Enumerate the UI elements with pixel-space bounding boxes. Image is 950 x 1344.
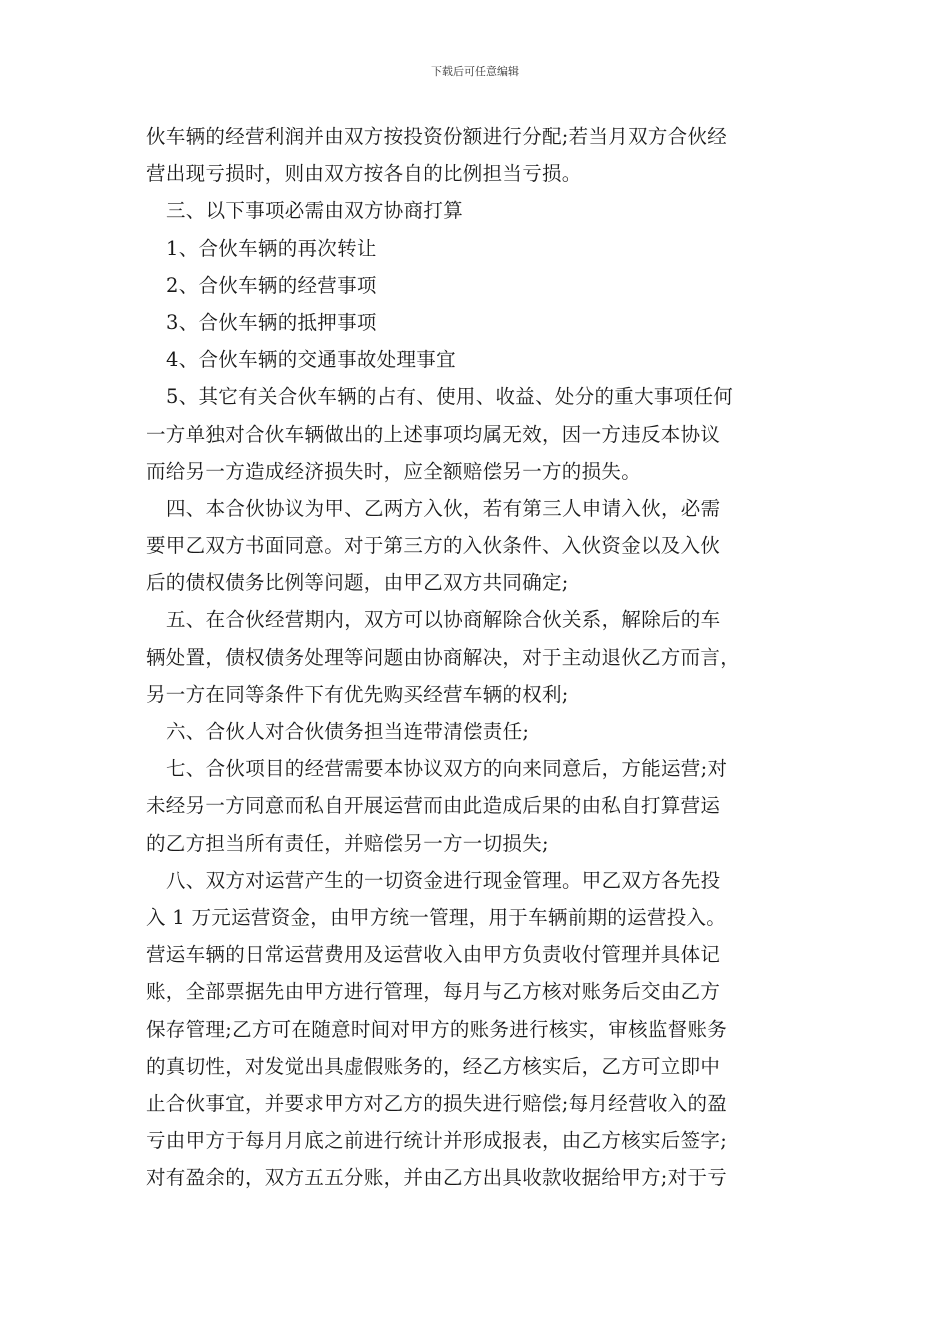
paragraph-line: 辆处置，债权债务处理等问题由协商解决，对于主动退伙乙方而言， [146, 645, 741, 669]
paragraph-line: 的乙方担当所有责任，并赔偿另一方一切损失; [146, 831, 549, 855]
paragraph-line: 2、合伙车辆的经营事项 [166, 273, 377, 297]
paragraph-line: 四、本合伙协议为甲、乙两方入伙，若有第三人申请入伙，必需 [166, 496, 721, 520]
paragraph-line: 营运车辆的日常运营费用及运营收入由甲方负责收付管理并具体记 [146, 943, 721, 967]
paragraph-line: 要甲乙双方书面同意。对于第三方的入伙条件、入伙资金以及入伙 [146, 534, 721, 558]
document-body [146, 118, 806, 1196]
paragraph-line: 1、合伙车辆的再次转让 [166, 236, 377, 260]
paragraph-line: 另一方在同等条件下有优先购买经营车辆的权利; [146, 682, 569, 706]
paragraph-line: 的真切性，对发觉出具虚假账务的，经乙方核实后，乙方可立即中 [146, 1054, 721, 1078]
paragraph-line: 账，全部票据先由甲方进行管理，每月与乙方核对账务后交由乙方 [146, 980, 721, 1004]
paragraph-line: 对有盈余的，双方五五分账，并由乙方出具收款收据给甲方;对于亏 [146, 1166, 728, 1190]
paragraph-line: 亏由甲方于每月月底之前进行统计并形成报表，由乙方核实后签字; [146, 1129, 728, 1153]
paragraph-line: 4、合伙车辆的交通事故处理事宜 [166, 348, 456, 372]
paragraph-line: 3、合伙车辆的抵押事项 [166, 310, 377, 334]
paragraph-line: 五、在合伙经营期内，双方可以协商解除合伙关系，解除后的车 [166, 608, 721, 632]
paragraph-line: 一方单独对合伙车辆做出的上述事项均属无效，因一方违反本协议 [146, 422, 721, 446]
page-header-note: 下载后可任意编辑 [431, 65, 519, 78]
paragraph-line: 后的债权债务比例等问题，由甲乙双方共同确定; [146, 571, 569, 595]
paragraph-line: 而给另一方造成经济损失时，应全额赔偿另一方的损失。 [146, 459, 642, 483]
paragraph-line: 止合伙事宜，并要求甲方对乙方的损失进行赔偿;每月经营收入的盈 [146, 1091, 728, 1115]
paragraph-line: 伙车辆的经营利润并由双方按投资份额进行分配;若当月双方合伙经 [146, 125, 728, 148]
paragraph-line: 5、其它有关合伙车辆的占有、使用、收益、处分的重大事项任何 [166, 385, 734, 409]
paragraph-line: 七、合伙项目的经营需要本协议双方的向来同意后，方能运营;对 [166, 757, 728, 781]
paragraph-line: 三、以下事项必需由双方协商打算 [166, 199, 464, 223]
paragraph-line: 入 1 万元运营资金，由甲方统一管理，用于车辆前期的运营投入。 [146, 905, 727, 929]
paragraph-line: 未经另一方同意而私自开展运营而由此造成后果的由私自打算营运 [146, 794, 721, 818]
paragraph-line: 八、双方对运营产生的一切资金进行现金管理。甲乙双方各先投 [166, 868, 721, 892]
paragraph-line: 六、合伙人对合伙债务担当连带清偿责任; [166, 720, 530, 743]
paragraph-line: 保存管理;乙方可在随意时间对甲方的账务进行核实，审核监督账务 [146, 1017, 728, 1041]
paragraph-line: 营出现亏损时，则由双方按各自的比例担当亏损。 [146, 162, 582, 186]
